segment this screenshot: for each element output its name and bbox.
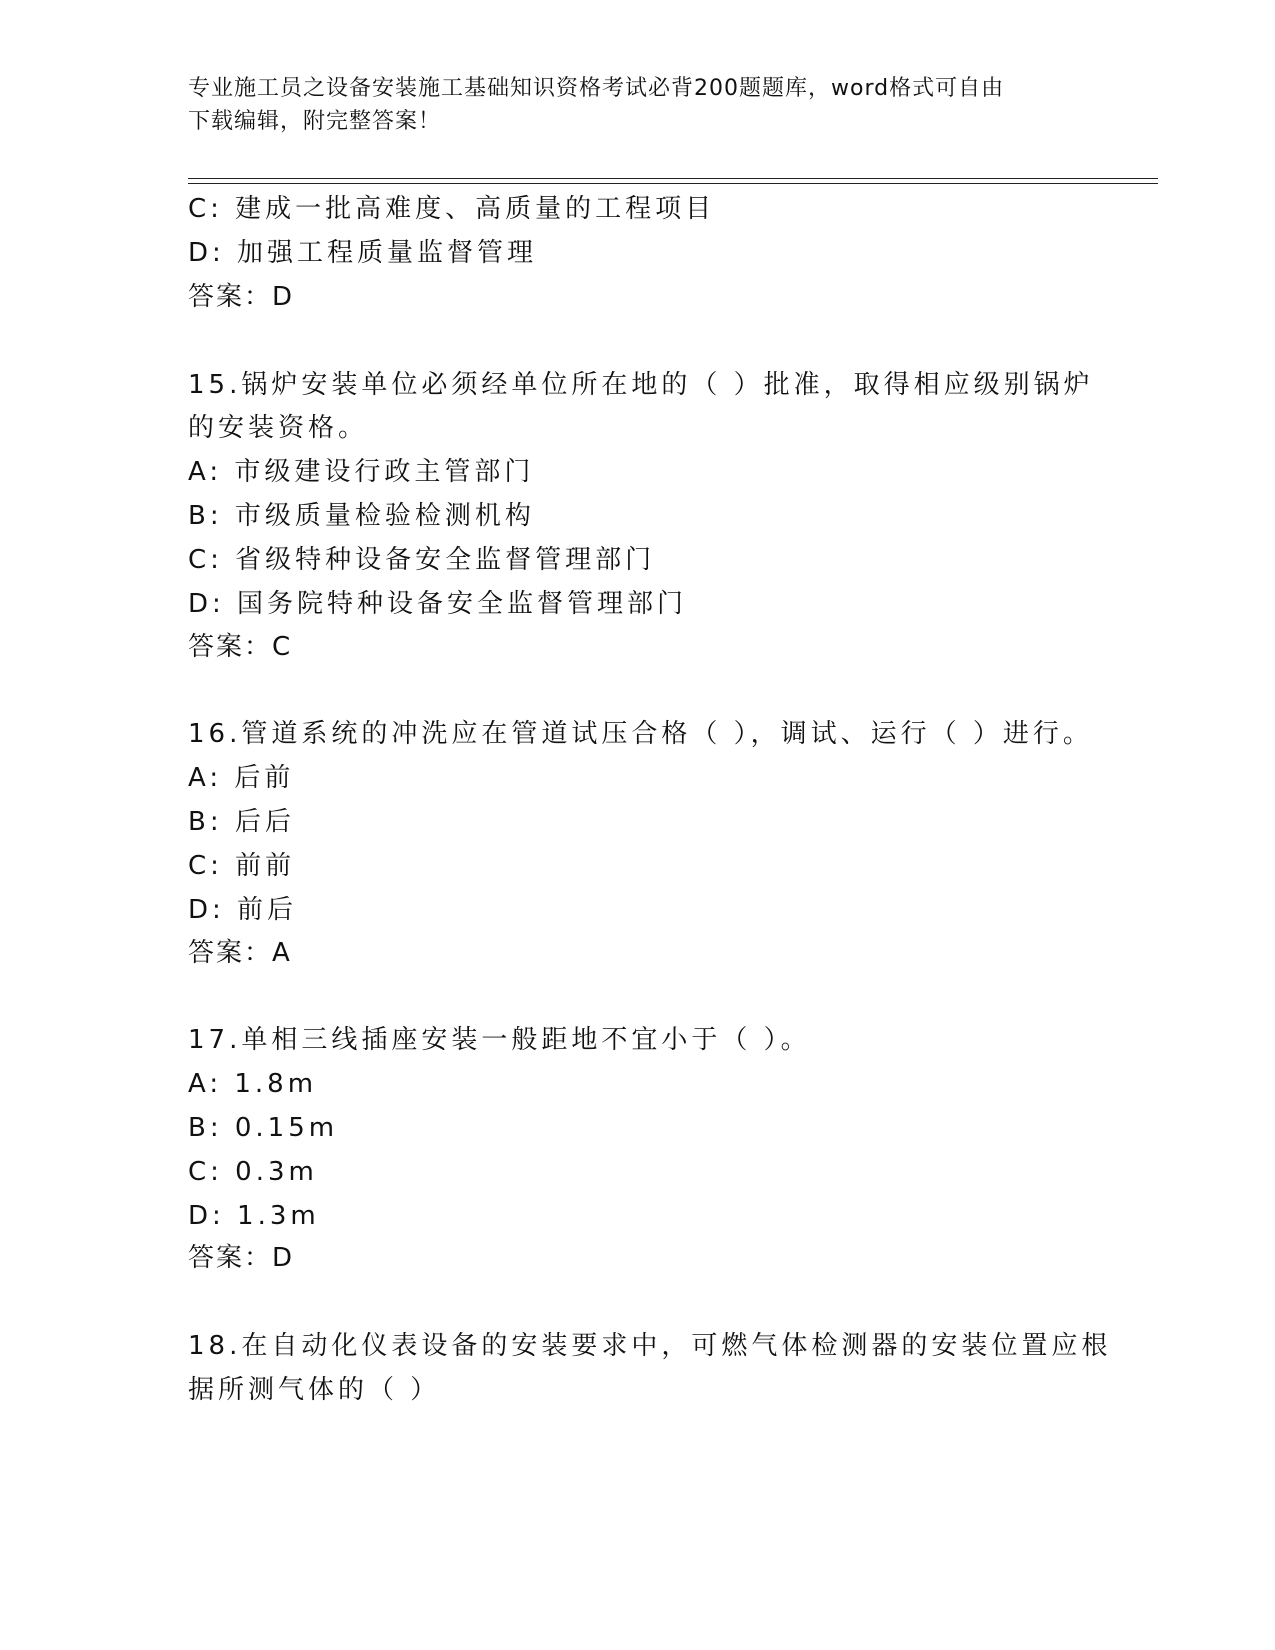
q15-stem-line-2: 的安装资格。 xyxy=(188,413,369,443)
q16-option-b: B: 后后 xyxy=(188,807,295,837)
q16-stem-line-1: 16.管道系统的冲洗应在管道试压合格（ ），调试、运行（ ）进行。 xyxy=(188,719,1093,749)
q17-stem-line-1: 17.单相三线插座安装一般距地不宜小于（ ）。 xyxy=(188,1025,811,1055)
q16-answer: 答案：A xyxy=(188,938,292,968)
header-title-line-1: 专业施工员之设备安装施工基础知识资格考试必背200题题库，word格式可自由 xyxy=(188,76,1005,101)
q15-option-a: A: 市级建设行政主管部门 xyxy=(188,457,535,487)
q14-option-d: D: 加强工程质量监督管理 xyxy=(188,238,538,268)
q15-stem-line-1: 15.锅炉安装单位必须经单位所在地的（ ）批准，取得相应级别锅炉 xyxy=(188,370,1094,400)
document-header xyxy=(188,72,1088,138)
q14-option-c: C: 建成一批高难度、高质量的工程项目 xyxy=(188,194,716,224)
q14-answer: 答案：D xyxy=(188,282,295,312)
q17-option-b: B: 0.15m xyxy=(188,1113,339,1143)
q16-option-d: D: 前后 xyxy=(188,895,298,925)
q17-answer: 答案：D xyxy=(188,1243,295,1273)
header-title-line-2: 下载编辑，附完整答案！ xyxy=(188,109,442,134)
q17-option-c: C: 0.3m xyxy=(188,1157,318,1187)
q15-option-b: B: 市级质量检验检测机构 xyxy=(188,501,535,531)
q17-option-d: D: 1.3m xyxy=(188,1201,320,1231)
q15-answer: 答案：C xyxy=(188,632,293,662)
q15-option-d: D: 国务院特种设备安全监督管理部门 xyxy=(188,589,688,619)
q18-stem-line-1: 18.在自动化仪表设备的安装要求中，可燃气体检测器的安装位置应根 xyxy=(188,1331,1112,1361)
q15-option-c: C: 省级特种设备安全监督管理部门 xyxy=(188,545,656,575)
q17-option-a: A: 1.8m xyxy=(188,1069,318,1099)
header-divider-bottom xyxy=(188,183,1158,184)
q18-stem-line-2: 据所测气体的（ ） xyxy=(188,1375,441,1405)
q16-option-a: A: 后前 xyxy=(188,763,295,793)
q16-option-c: C: 前前 xyxy=(188,851,296,881)
header-divider-top xyxy=(188,178,1158,179)
